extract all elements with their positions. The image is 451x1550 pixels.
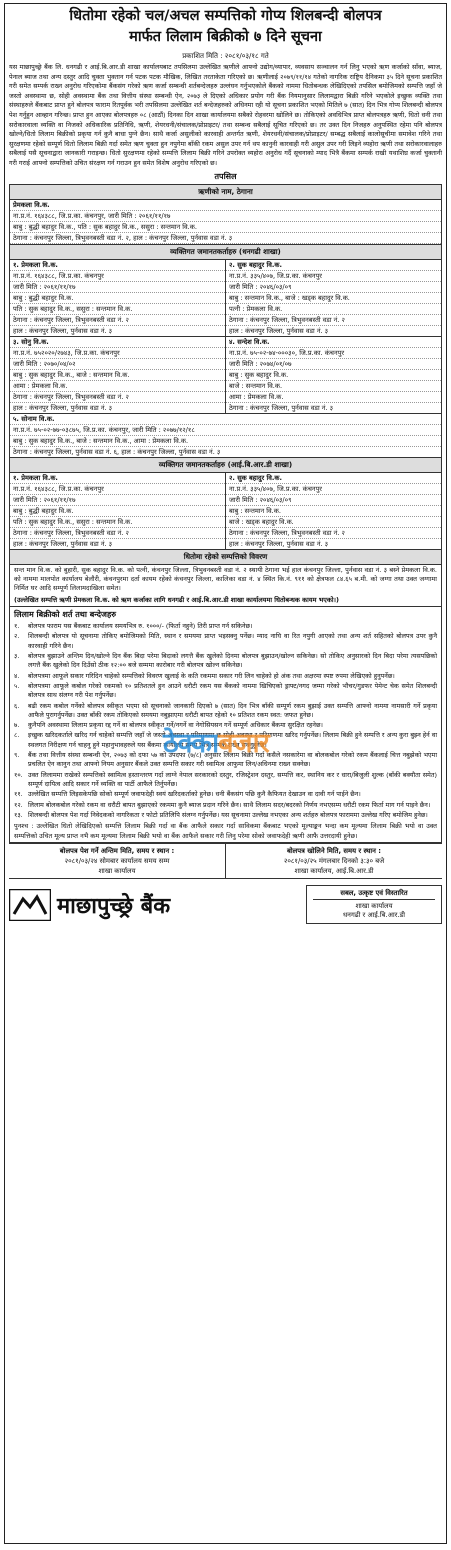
condition-text: बोलपत्रमा आफूले कबोल गरेको रकमको १० प्रतिशतले हुन आउने धरौटी रकम यस बैंकको नाममा खिचिएको ड्राफ्ट/नगद जम्मा गरेको भौचर/गुडफर पेमेन्ट चेक समेत शिलबन्दी बोलपत्र साथ संलग्न गरी पेश गर्नुपर्नेछ।: [28, 681, 437, 700]
guarantor-line: ठेगाना : कंचनपुर जिल्ला, त्रिभुवनबस्ती वडा नं. २: [226, 528, 441, 539]
guarantor-line: ना.प्र.नं. ३३५/४०७, जि.प्र.का. कंचनपुर: [226, 484, 441, 495]
guarantor-line: बाबु : सुक बहादुर वि.क., बाजे : सन्तमान वि.क., आमा : प्रेमकला वि.क.: [10, 436, 441, 447]
guarantor-line: बाबु : सन्तमान वि.क.: [226, 506, 441, 517]
guarantor-line: ठेगाना : कंचनपुर जिल्ला, त्रिभुवनबस्ती वडा नं. २: [10, 315, 225, 326]
borrower-line: प्रेमकला वि.क.: [10, 200, 441, 211]
guarantor-name: १. प्रेमकला वि.क.: [10, 260, 225, 271]
bid-open-info: [225, 844, 442, 878]
guarantor-line: आमा : प्रेमकला वि.क.: [226, 392, 441, 403]
guarantor-line: आमा : प्रेमकला वि.क.: [10, 381, 225, 392]
guarantor-name: २. सुक बहादुर वि.क.: [226, 473, 441, 484]
guarantor-row: [10, 473, 441, 549]
condition-number: ३.: [14, 652, 20, 661]
guarantor-line: हाल : कंचनपुर जिल्ला, पुर्नवास वडा नं. ३: [13, 326, 113, 335]
property-heading: धितोमा रहेको सम्पत्तिको विवरण: [10, 549, 441, 565]
guarantor-line: बाजे : खड्क बहादुर वि.क.: [226, 517, 441, 528]
conditions-list: [10, 622, 441, 821]
bank-name: माछापुच्छ्रे बैंक: [57, 893, 171, 919]
conditions-heading: लिलाम बिक्रीको शर्त तथा बन्देजहरु: [14, 610, 116, 620]
guarantor-line: ना.प्र.नं. ७५-०२-७४-०००३०, जि.प्र.का. कंचनपुर: [226, 348, 441, 359]
borrower-heading: ऋणीको नाम, ठेगाना: [10, 185, 441, 200]
condition-text: बोलपत्र फाराम यस बैंकबाट कार्यालय समयभित्र रु. १०००/- (फिर्ता नहुने) तिरी प्राप्त गर्न सकिनेछ।: [28, 622, 253, 631]
condition-number: ५.: [14, 681, 20, 690]
guarantor-line: बाबु : सुक बहादुर वि.क., बाजे : सन्तमान वि.क.: [10, 370, 225, 381]
condition-text: लिलाम बोलकबोल गरेको रकम वा धरौटी बापत बुझाएको रकममा कुनै ब्याज प्रदान गरिने छैन। साथै लिलाम सदर/बदरको निर्णय नभएसम्म धरौटी रकम फिर्ता माग गर्न पाइने छैन।: [28, 800, 431, 809]
publish-date: प्रकाशित मिति : २०८१/०३/१८ गते: [182, 52, 269, 60]
condition-item: [10, 801, 441, 811]
guarantor-name: ४. सन्देश वि.क.: [226, 337, 441, 348]
condition-text: कुनैपनि अवस्थामा लिलाम प्रकृया रद्द गर्ने वा बोलपत्र स्वीकृत गर्ने/नगर्ने वा नेगोसियसन गर्ने सम्पूर्ण अधिकार बैंकमा सुरक्षित रहनेछ।: [28, 721, 323, 730]
condition-item: [10, 652, 441, 672]
guarantor-line: जारी मिति : २०७०/०४/०२: [10, 359, 225, 370]
property-note: (उल्लेखित सम्पत्ति ऋणी प्रेमकला वि.क. को ऋण कर्जाका लागि धनगढी र आई.बि.आर.डी शाखा कार्यालयमा धितोबन्धक कायम भएको।): [14, 595, 339, 604]
guarantor-line: ना.प्र.नं. १६४३८८, जि.प्र.का. कंचनपुर: [10, 271, 225, 282]
condition-item: [10, 682, 441, 702]
bid-submit-where: शाखा कार्यालय: [98, 866, 136, 875]
condition-item: [10, 811, 441, 821]
condition-number: १३.: [14, 810, 23, 819]
guarantor-line: हाल : कंचनपुर जिल्ला, पुर्नवास वडा नं. ३: [13, 403, 113, 412]
bid-submit-info: [9, 844, 225, 878]
guarantor-line: बाबु : बुद्धी बहादुर वि.क.: [10, 293, 225, 304]
guarantor-line: ठेगाना : कंचनपुर जिल्ला, त्रिभुवनबस्ती वडा नं. २: [10, 392, 225, 403]
guarantors-dhangadhi-heading: व्यक्तिगत जमानतकर्ताहरु (धनगढी शाखा): [10, 244, 441, 260]
condition-number: १०.: [14, 770, 23, 779]
tapasil-heading: तपसिल: [214, 171, 237, 181]
guarantor-line: ठेगाना : कंचनपुर जिल्ला, त्रिभुवनबस्ती वडा नं. २: [10, 528, 225, 539]
guarantor-card: [225, 337, 441, 413]
guarantor-card-full: [10, 414, 441, 457]
guarantor-row: [10, 337, 441, 414]
guarantor-card: [225, 260, 441, 336]
condition-number: ७.: [14, 721, 20, 730]
guarantor-line: ना.प्र.नं. ३३५/४०७, जि.प्र.का. कंचनपुर: [226, 271, 441, 282]
guarantor-name: २. सुक बहादुर वि.क.: [226, 260, 441, 271]
notice-title: धितोमा रहेको चल/अचल सम्पत्तिको गोप्य शिलबन्दी बोलपत्र मार्फत लिलाम बिक्रीको ७ दिने सूचना: [69, 8, 382, 45]
guarantor-card: [10, 473, 225, 549]
condition-number: ८.: [14, 731, 20, 740]
borrower-line: ना.प्र.नं. १६४३८८, जि.प्र.का. कंचनपुर, जारी मिति : २०६१/११/१७: [10, 211, 441, 222]
bid-schedule: [9, 843, 442, 879]
guarantor-line: ठेगाना : कंचनपुर जिल्ला, त्रिभुवनबस्ती वडा नं. २: [226, 315, 441, 326]
guarantor-name: ५. सोनाम वि.क.: [10, 414, 441, 425]
condition-item: [10, 790, 441, 800]
watermark-part2: बजार: [218, 728, 269, 759]
condition-item: [10, 702, 441, 722]
borrower-box: [9, 184, 442, 608]
condition-text: शिलबन्दी बोलपत्र यो सूचनामा तोकिए बमोजिमको मिति, स्थान र समयमा प्राप्त भइसक्नु पर्नेछ। म्याद नाघि वा रित नपुगी आएको तथा अन्य शर्त सहितको बोलपत्र उपर कुनै कारवाही गरिने छैन।: [28, 632, 437, 650]
property-text: सन्त मान वि.क. को बुहारी, सुक बहादुर वि.क. को पत्नी, कंचनपुर जिल्ला, त्रिभुवनबस्ती वडा नं. २ स्थायी ठेगाना भई हाल कंचनपुर जिल्ला, पुर्नवास वडा नं. ३ बस्ने प्रेमकला वि.क. को नाममा मालपोत कार्यालय बेलौरी, कंचनपुरमा दर्ता कायम रहेको कंचनपुर जिल्ला, कालिका वडा नं. ४ स्थित कि.नं. ९११ को क्षेत्रफल ८४.६५ ब.मी. को जग्गा तथा उक्त जग्गामा निर्मित घर आदि सम्पूर्ण लिलामदाखिला समेत।: [14, 565, 437, 593]
condition-text: इच्छुक खरिदकर्ताले खरिद गर्न चाहेको सम्पत्ति जहाँ जे जस्तो अवस्था र परिमाणमा छ सोही अवस्था र परिमाणमा खरिद गर्नुपर्नेछ। लिलाम बिक्री हुने सम्पत्ति र अन्य कुरा बुझ्न हेर्न वा स्थलगत निरीक्षण गर्न चाहनु हुने महानुभावहरुले यस बैंकमा कार्यालय समय भित्र सम्पर्क राख्न सक्नुहुनेछ।: [28, 731, 437, 749]
office-label: शाखा कार्यालय: [355, 902, 393, 911]
bid-open-where: शाखा कार्यालय, आई.बि.आर.डी: [294, 866, 374, 875]
borrower-line: ठेगाना : कंचनपुर जिल्ला, त्रिभुवनबस्ती वडा नं. २, हाल : कंचनपुर जिल्ला, पुर्नवास वडा नं. ३: [10, 233, 441, 244]
bank-logo: [9, 889, 170, 921]
bid-open-heading: बोलपत्र खोलिने मिति, समय र स्थान :: [286, 846, 382, 855]
guarantor-line: पत्नी : प्रेमकला वि.क.: [226, 304, 441, 315]
guarantor-line: हाल : कंचनपुर जिल्ला, पुर्नवास वडा नं. ३: [229, 539, 329, 548]
condition-item: [10, 672, 441, 682]
guarantor-line: जारी मिति : २०४६/०३/०९: [226, 282, 441, 293]
watermark-part1: ठेक्का: [163, 728, 219, 759]
guarantor-line: बाबु : सुक बहादुर वि.क.: [226, 370, 441, 381]
condition-number: ४.: [14, 671, 20, 680]
punascha-text: पुनश्च : उल्लेखित धितो लेखिदिएको सम्पत्ति लिलाम बिक्री गर्दा वा बैंक आफैले सकार गर्दा साविकमा बैंकबाट भएको मूल्याङ्कन भन्दा कम मूल्यमा लिलाम बिक्री भयो वा उक्त सम्पत्तिको उचित मूल्य प्राप्त नभै कम मूल्यमा लिलाम बिक्री भयो वा बैंक आफैले सकार गरी लिनु परेमा सोको जवाफदेही ऋणी आफै उत्तरदायी हुनेछ।: [14, 822, 437, 840]
guarantor-card: [10, 337, 225, 413]
mountain-logo-icon: [9, 889, 51, 921]
bid-submit-heading: बोलपत्र पेश गर्ने अन्तिम मिति, समय र स्थान :: [59, 846, 175, 855]
condition-number: ११.: [14, 790, 23, 799]
guarantor-card: [225, 473, 441, 549]
condition-text: शिलबन्दी बोलपत्र पेश गर्दा निवेदकको नागरिकता र फोटो प्रतिलिपि संलग्न गर्नुपर्नेछ। यस सूचनामा उल्लेख नभएका अन्य शर्तहरु बोलपत्र फाराममा उल्लेख गरिए बमोजिम हुनेछ।: [28, 810, 428, 819]
bank-tagline: सबल, उत्कृष्ट एवं विस्तारित: [313, 889, 435, 900]
condition-item: [10, 622, 441, 632]
condition-text: बोलपत्र बुझाउने अन्तिम दिन/खोल्ने दिन बैंक बिदा परेमा बिदाको लगत्तै बैंक खुलेको दिनमा बोलपत्र बुझाउन/खोल्न सकिनेछ। सो तोकिए अनुसारको दिन बिदा परेमा त्यसपछिको लगत्तै बैंक खुलेको दिन दिउँसो ठीक १२:०० बजे सम्ममा कारोबार गरी बोलपत्र खोल्न सकिनेछ।: [28, 652, 437, 670]
office-place: धनगढी र आई.बि.आर.डी: [343, 911, 405, 920]
intro-paragraph: यस माछापुच्छ्रे बैंक लि. धनगढी र आई.बि.आर.डी शाखा कार्यालयबाट तपसिलमा उल्लेखित ऋणीले आफ्नो उद्योग/व्यापार, व्यवसाय सञ्चालन गर्न लिनु भएको ऋण कर्जाको साँवा, ब्याज, पेनाल ब्याज तथा अन्य दस्तुर आदि चुक्ता भुक्तान गर्न पटक पटक मौखिक, लिखित तरताकेता गरिएको छ। ऋणीलाई २०७९/११/१४ गतेको नागरिक राष्ट्रिय दैनिकमा ३५ दिने सूचना प्रकाशित गरी समेत सम्पर्क राख्न अनुरोध गरिएकोमा बैंकसंग गरेको ऋण कर्जा सम्बन्धी शर्तबन्देजहरु उल्लंघन गर्नुभएकोले बैंकको नाममा धितोबन्धक लेखिदिएको तपसिल बमोजिमको सम्पत्ति जहाँ जे जस्तो अवस्थामा छ, सोही अवस्थामा बैंक तथा वित्तीय संस्था सम्बन्धी ऐन, २०७३ ले दिएको अधिकार प्रयोग गरी बैंक नियमानुसार लिलामद्वारा बिक्री गरिने भएकोले इच्छुक व्यक्ति तथा संस्थाहरुले बैंकबाट प्राप्त हुने बोलपत्र फाराम रितपूर्वक भरी तपसिलमा उल्लेखित शर्त बन्देजहरुको अधिनमा रही यो सूचना प्रकाशित भएको मितिले ७ (सात) दिन भित्र गोप्य शिलबन्दी बोलपत्र पेश गर्नुहुन आव्हान गरिन्छ। प्राप्त हुन आएका बोलपत्रहरु ०८ (आठौं) दिनका दिन शाखा कार्यालयमा सबैको रोहवरमा खोलिने छ। तोकिएको अवधिभित्र प्राप्त बोलपत्रहरु ऋणी, धितो धनी तथा सरोकारवाला व्यक्ति वा निजको अधिकारिक प्रतिनिधि, ऋणी, शेयरधनी/संचालक/प्रोप्राइटर/ तथा सम्बन्ध सबैलाई सूचित गरिएको छ। तर उक्त दिन निजहरु अनुपस्थित रहेमा पनि बोलपत्र खोल्ने/धितो लिलाम बिक्रीको प्रकृया गर्न कुनै बाधा पुग्ने छैन। साथै कर्जा असुलीको कारवाही अन्तर्गत ऋणी, शेयरधनी/संचालक/प्रोप्राइटर/ सम्बद्ध सबैलाई कालोसूचीमा समावेश गरिने तथा सुरक्षणमा रहेको सम्पूर्ण धितो लिलाम बिक्री गर्दा समेत ऋण चुक्ता हुन नपुगेमा बाँकी रकम असुल उपर गर्न थप कानुनी कारवाही गरी असुल उपर गरी लिइने व्यहोरा ऋणी तथा सरोकारवालाहरु सबैलाई यसै सूचनाद्वारा जानकारी गराइन्छ। धितो सुरक्षणमा रहेको सम्पत्ति लिलाम बिक्री गरिने उपरोक्त व्यहोरा अनुरोध गर्दै सूचनाको म्याद भित्रै बैंकमा सम्पर्क राखी यथाशिघ्र कर्जा चुक्तानी गरी गराई आफ्नो सम्पत्तिको उचित संरक्षण गर्न गराउन हुन समेत विशेष अनुरोध गरिएको छ।: [9, 63, 442, 167]
guarantor-line: जारी मिति : २०७४/०१/०७: [226, 359, 441, 370]
guarantor-line: बाबु : सन्तमान वि.क., बाजे : खड्क बहादुर वि.क.: [226, 293, 441, 304]
guarantor-line: हाल : कंचनपुर जिल्ला, पुर्नवास वडा नं. ३: [229, 326, 329, 335]
guarantor-line: बाजे : सन्तमान वि.क.: [226, 381, 441, 392]
guarantor-line: पति : सुक बहादुर वि.क., ससुरा : सन्तमान वि.क.: [10, 304, 225, 315]
guarantor-line: पति : सुक बहादुर वि.क., ससुरा : सन्तमान वि.क.: [10, 517, 225, 528]
guarantor-line: ना.प्र.नं. ७५२०२०/२७४३, जि.प्र.का. कंचनपुर: [10, 348, 225, 359]
bank-footer: [9, 883, 442, 927]
branch-address: [306, 885, 442, 924]
condition-number: १.: [14, 622, 20, 631]
condition-item: [10, 632, 441, 652]
watermark-logo: [163, 723, 269, 760]
guarantor-row: [10, 260, 441, 337]
condition-number: २.: [14, 632, 20, 641]
condition-text: उक्त लिलाममा राखेको सम्पत्तिको स्वामित्व हस्तान्तरण गर्दा लाग्ने नेपाल सरकारको दस्तुर, रजिस्ट्रेशन दस्तुर, सम्पत्ति कर, स्थानिय कर र धारा/बिजुली शुल्क (बाँकी बक्यौता समेत) सम्पूर्ण दायित्व आदि सकार गर्ने व्यक्ति वा पार्टी आफैले तिर्नुपर्नेछ।: [28, 770, 437, 788]
guarantor-line: जारी मिति : २०४६/०३/०९: [226, 495, 441, 506]
guarantor-line: ठेगाना : कंचनपुर जिल्ला, पुर्नवास वडा नं. ३: [229, 403, 334, 412]
guarantor-line: जारी मिति : २०६१/११/१७: [10, 495, 225, 506]
condition-text: उल्लेखित सम्पत्ति लिइसकेपछि सोको सम्पूर्ण जवाफदेही स्वयं खरिदकर्ताको हुनेछ। धनी बैंकसंग पछि कुनै कैफियत देखाउन वा दावी गर्न पाईने छैन।: [28, 790, 361, 799]
guarantor-line: ठेगाना : कंचनपुर जिल्ला, पुर्नवास वडा नं. ६, हाल : कंचनपुर जिल्ला, पुर्नवास वडा नं. ३: [13, 447, 221, 456]
condition-text: बढी रकम कबोल गर्नेको बोलपत्र स्वीकृत भएमा सो सूचनाको जानकारी दिएको ७ (सात) दिन भित्र बाँकी सम्पूर्ण रकम बुझाई उक्त सम्पत्ति आफ्नो नाममा नामसारी गर्ने प्रकृया आफैले पुरागर्नुपर्नेछ। उक्त बाँकी रकम तोकिएको समयमा नबुझाएमा धरौटी बापत रहेको १० प्रतिशत रकम स्वत: जफत हुनेछ।: [28, 701, 437, 719]
guarantor-name: ३. सोनु वि.क.: [10, 337, 225, 348]
bid-submit-when: २०८१/०३/२४ सोमबार कार्यालय समय सम्म: [64, 856, 170, 865]
bid-open-when: २०८१/०३/२५ मंगलबार दिनको ३:३० बजे: [283, 856, 385, 865]
condition-text: बोलपत्रमा आफूले सकार गरिदिन चाहेको सम्पत्तिको विवरण खुलाई के कति रकममा सकार गरी लिन चाहेको हो अंक तथा अक्षरमा स्पष्ट रुपमा लेखिएको हुनुपर्नेछ।: [28, 671, 395, 680]
guarantor-name: १. प्रेमकला वि.क.: [10, 473, 225, 484]
condition-number: १२.: [14, 800, 23, 809]
condition-number: ६.: [14, 701, 20, 710]
guarantor-line: हाल : कंचनपुर जिल्ला, पुर्नवास वडा नं. ३: [13, 539, 113, 548]
condition-number: ९.: [14, 751, 20, 760]
guarantor-line: बाबु : बुद्धी बहादुर वि.क.: [10, 506, 225, 517]
guarantor-line: ना.प्र.नं. १६४३८८, जि.प्र.का. कंचनपुर: [10, 484, 225, 495]
guarantors-ibrd-heading: व्यक्तिगत जमानतकर्ताहरु (आई.बि.आर.डी शाखा): [10, 457, 441, 473]
borrower-line: बाबु : बुद्धी बहादुर वि.क., पति : सुक बहादुर वि.क., ससुरा : सन्तमान वि.क.: [10, 222, 441, 233]
notice-page: [4, 3, 447, 1544]
guarantor-line: जारी मिति : २०६१/११/१७: [10, 282, 225, 293]
condition-item: [10, 771, 441, 791]
condition-text: बैंक तथा वित्तीय संस्था सम्बन्धी ऐन, २०७३ को दफा ५७ को उपदफा (७/८) अनुसार लिलाम बिक्री गर्दा कसैले नसकारेमा वा बोलकबोल गरेको रकम बैंकलाई चित्त नबुझेको भएमा प्रचलित ऐन कानुन तथा आफ्नो नियम अनुसार बैंकले उक्त सम्पत्ति सकार गरी स्वामित्व आफुमा लिन/अधिनमा राख्न सक्नेछ।: [28, 751, 437, 769]
guarantor-card: [10, 260, 225, 336]
guarantor-line: ना.प्र.नं. ७५-०२-७७-०३८७५, जि.प्र.का. कंचनपुर, जारी मिति : २०७७/१२/१८: [10, 425, 441, 436]
